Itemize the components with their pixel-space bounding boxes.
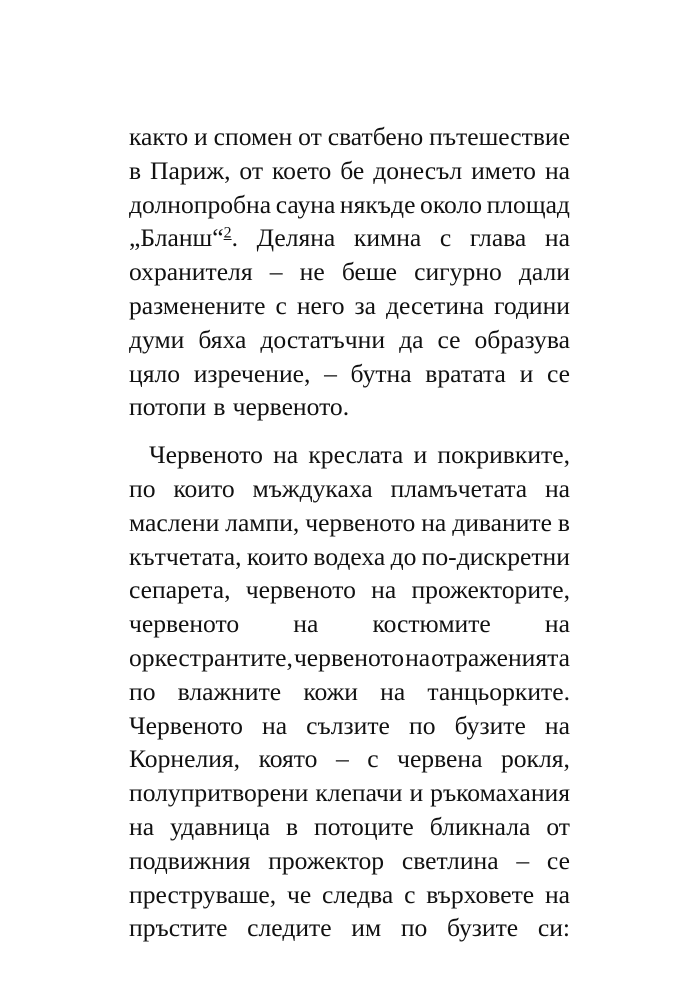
word: от bbox=[546, 811, 570, 841]
word: образува bbox=[474, 324, 570, 354]
word: долнопробна bbox=[129, 189, 272, 219]
text-line bbox=[129, 810, 570, 844]
word: сватбено bbox=[327, 122, 424, 151]
word: „Бланш“$^2$. bbox=[129, 223, 238, 253]
body-text bbox=[129, 120, 570, 945]
word: ръкомахания bbox=[430, 778, 570, 808]
word: мъждукаха bbox=[252, 473, 373, 503]
text-line bbox=[129, 357, 570, 391]
word: водеха bbox=[313, 541, 386, 571]
word: с bbox=[404, 879, 416, 909]
word: танцьорките. bbox=[427, 676, 570, 706]
text-line bbox=[129, 540, 570, 574]
word: на bbox=[293, 609, 319, 639]
word: преструваше, bbox=[129, 879, 277, 909]
word: кътчетата, bbox=[129, 541, 242, 571]
word: сауна bbox=[275, 189, 336, 219]
word: с bbox=[367, 744, 379, 774]
word: около bbox=[420, 189, 482, 219]
word: бе bbox=[340, 155, 365, 185]
word: че bbox=[286, 879, 312, 909]
word: костюмите bbox=[372, 609, 491, 639]
word: по bbox=[400, 913, 428, 943]
word: името bbox=[471, 155, 536, 185]
word: които bbox=[246, 541, 309, 571]
word: с bbox=[439, 223, 452, 253]
word: донесъл bbox=[373, 155, 463, 185]
word: на bbox=[380, 676, 406, 706]
text-line bbox=[129, 506, 570, 540]
word: диваните bbox=[452, 507, 552, 537]
word: някъде bbox=[339, 189, 416, 219]
word: потоците bbox=[314, 811, 414, 841]
word: в bbox=[213, 392, 226, 422]
word: за bbox=[354, 290, 376, 320]
word: и bbox=[409, 778, 424, 808]
word: които bbox=[173, 473, 235, 503]
text-line bbox=[129, 641, 570, 675]
text-line bbox=[129, 323, 570, 357]
word: сълзите bbox=[306, 710, 390, 740]
word: следва bbox=[321, 879, 394, 909]
word: на bbox=[262, 710, 288, 740]
text-line bbox=[129, 472, 570, 506]
word: се bbox=[437, 324, 461, 354]
word: прожектор bbox=[268, 845, 385, 875]
word: бликнала bbox=[429, 811, 531, 841]
word: пръстите bbox=[129, 913, 228, 943]
word: вратата bbox=[425, 358, 506, 388]
word: оркестрантите, bbox=[129, 642, 293, 672]
word: думи bbox=[129, 324, 185, 354]
word: отраженията bbox=[431, 642, 570, 672]
word: сепарета, bbox=[129, 575, 231, 605]
word: пламъчетата bbox=[390, 473, 528, 503]
word: него bbox=[296, 290, 345, 320]
word: – bbox=[335, 744, 349, 774]
word: на bbox=[405, 642, 431, 672]
word: пътешествие bbox=[429, 122, 570, 151]
text-line bbox=[129, 675, 570, 709]
word: Червеното bbox=[129, 710, 243, 740]
word: червена bbox=[397, 744, 483, 774]
word: червеното bbox=[129, 609, 240, 639]
word: им bbox=[351, 913, 382, 943]
word: следите bbox=[247, 913, 332, 943]
text-line bbox=[129, 709, 570, 743]
text-line bbox=[129, 844, 570, 878]
word: в bbox=[286, 811, 299, 841]
word: както bbox=[129, 122, 189, 151]
word: покривките, bbox=[437, 440, 570, 470]
text-line bbox=[129, 742, 570, 776]
text-line bbox=[129, 573, 570, 607]
word: червеното bbox=[293, 642, 405, 672]
word: полупритворени bbox=[129, 778, 309, 808]
word: клепачи bbox=[315, 778, 403, 808]
word: спомен bbox=[213, 122, 293, 151]
text-line bbox=[129, 878, 570, 912]
word: на bbox=[421, 507, 447, 537]
word: – bbox=[324, 358, 337, 388]
word: с bbox=[275, 290, 287, 320]
word: на bbox=[544, 155, 570, 185]
word: по bbox=[129, 473, 156, 503]
word: на bbox=[273, 440, 299, 470]
word: се bbox=[546, 358, 570, 388]
word: бузите bbox=[446, 913, 519, 943]
word: върховете bbox=[426, 879, 535, 909]
text-line bbox=[129, 390, 570, 424]
word: не bbox=[299, 257, 325, 287]
text-line bbox=[129, 221, 570, 255]
word: която bbox=[258, 744, 318, 774]
word: в bbox=[129, 155, 142, 185]
word: сигурно bbox=[414, 257, 502, 287]
word: по bbox=[129, 676, 156, 706]
word: кимна bbox=[353, 223, 422, 253]
text-line bbox=[129, 120, 570, 154]
word: червеното bbox=[305, 507, 416, 537]
word: изречение, bbox=[193, 358, 311, 388]
word: на bbox=[544, 473, 570, 503]
word: на bbox=[544, 710, 570, 740]
word: на bbox=[544, 609, 570, 639]
word: червеното. bbox=[232, 392, 350, 422]
word: и bbox=[413, 440, 428, 470]
word: беше bbox=[341, 257, 397, 287]
word: Червеното bbox=[149, 440, 263, 470]
word: охранителя bbox=[129, 257, 253, 287]
text-line bbox=[129, 607, 570, 641]
word: години bbox=[493, 290, 570, 320]
word: глава bbox=[469, 223, 527, 253]
word: маслени bbox=[129, 507, 220, 537]
text-line bbox=[129, 154, 570, 188]
word: на bbox=[544, 223, 570, 253]
text-line bbox=[129, 911, 570, 945]
text-line bbox=[129, 255, 570, 289]
word: – bbox=[269, 257, 283, 287]
word: да bbox=[399, 324, 424, 354]
word: десетина bbox=[385, 290, 484, 320]
word: Париж, bbox=[150, 155, 231, 185]
word: рокля, bbox=[500, 744, 570, 774]
word: разменените bbox=[129, 290, 266, 320]
word: се bbox=[546, 845, 570, 875]
word: на bbox=[544, 879, 570, 909]
text-line bbox=[129, 188, 570, 222]
footnote-reference[interactable]: 2 bbox=[223, 224, 232, 242]
word: и bbox=[194, 122, 208, 151]
word: цяло bbox=[129, 358, 181, 388]
word: по-дискретни bbox=[421, 541, 570, 571]
text-line bbox=[129, 289, 570, 323]
word: подвижния bbox=[129, 845, 251, 875]
word: светлина bbox=[401, 845, 499, 875]
word: влажните bbox=[177, 676, 282, 706]
text-line bbox=[129, 438, 570, 472]
word: кожи bbox=[303, 676, 358, 706]
word: което bbox=[272, 155, 332, 185]
word: дали bbox=[518, 257, 570, 287]
paragraph bbox=[129, 120, 570, 424]
paragraph bbox=[129, 438, 570, 945]
text-line bbox=[129, 776, 570, 810]
word: удавница bbox=[169, 811, 271, 841]
word: си: bbox=[537, 913, 570, 943]
word: на bbox=[129, 811, 155, 841]
word: до bbox=[390, 541, 417, 571]
word: на bbox=[371, 575, 397, 605]
word: бутна bbox=[350, 358, 412, 388]
word: Корнелия, bbox=[129, 744, 241, 774]
word: достатъчни bbox=[260, 324, 386, 354]
word: и bbox=[519, 358, 534, 388]
word: Деляна bbox=[256, 223, 336, 253]
word: бяха bbox=[198, 324, 247, 354]
word: площад bbox=[486, 189, 570, 219]
word: лампи, bbox=[225, 507, 300, 537]
word: в bbox=[557, 507, 570, 537]
paragraph-gap bbox=[129, 424, 570, 438]
word: от bbox=[239, 155, 264, 185]
word: – bbox=[516, 845, 530, 875]
word: от bbox=[298, 122, 322, 151]
word: червеното bbox=[245, 575, 356, 605]
word: креслата bbox=[308, 440, 404, 470]
word: бузите bbox=[454, 710, 526, 740]
word: по bbox=[409, 710, 436, 740]
word: потопи bbox=[129, 392, 207, 422]
word: прожекторите, bbox=[411, 575, 570, 605]
